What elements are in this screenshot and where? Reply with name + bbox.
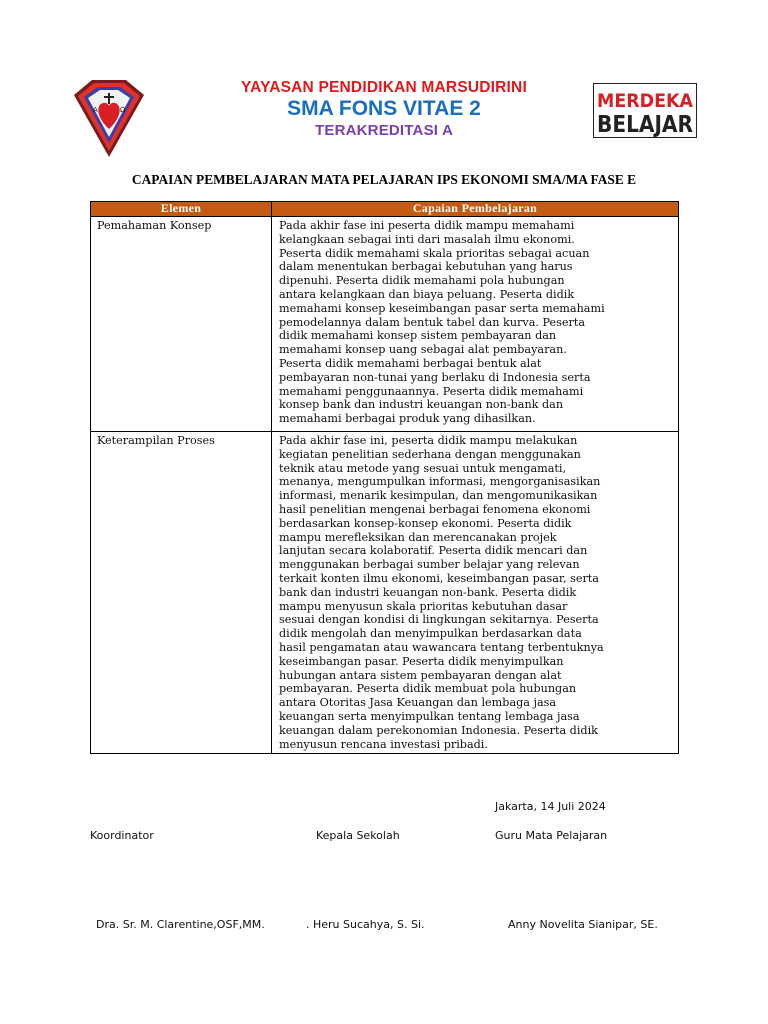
outcome-line: mampu merefleksikan dan merencanakan projek [279,530,557,544]
outcome-line: antara kelangkaan dan biaya peluang. Peserta didik [279,287,575,301]
outcome-line: antara Otoritas Jasa Keuangan dan lembaga jasa [279,696,557,710]
outcome-line: memahami konsep keseimbangan pasar serta memahami [279,301,605,315]
place-date: Jakarta, 14 Juli 2024 [495,800,606,813]
outcome-line: Pada akhir fase ini, peserta didik mampu melakukan [279,434,578,447]
outcome-line: menggunakan berbagai sumber belajar yang relevan [279,558,580,572]
outcome-line: pemodelannya dalam bentuk tabel dan kurva. Peserta [279,315,586,329]
svg-text:A: A [93,106,98,114]
outcome-line: terkait konten ilmu ekonomi, keseimbangan pasar, serta [279,571,599,585]
outcome-line: bank dan industri keuangan non-bank. Peserta didik [279,585,577,599]
outcome-line: memahami penggunaannya. Peserta didik memahami [279,384,584,398]
outcome-line: hasil penelitian mengenai berbagai fenomena ekonomi [279,502,591,516]
outcome-line: keuangan dalam perekonomian Indonesia. Peserta didik [279,723,598,737]
table-row [91,432,679,754]
document-title: CAPAIAN PEMBELAJARAN MATA PELAJARAN IPS EKONOMI SMA/MA FASE E [131,172,637,187]
badge-line-2: BELAJAR [597,112,694,138]
outcome-line: dipenuhi. Peserta didik memahami pola hubungan [279,274,565,288]
school-name: SMA FONS VITAE 2 [287,97,481,120]
outcome-line: keseimbangan pasar. Peserta didik menyimpulkan [279,654,564,668]
element-cell: Keterampilan Proses [91,432,272,754]
outcome-line: menanya, mengumpulkan informasi, mengorganisasikan [279,475,601,489]
coordinator-name: Dra. Sr. M. Clarentine,OSF,MM. [96,918,265,931]
coordinator-role: Koordinator [90,829,154,842]
badge-line-1: MERDEKA [597,90,694,112]
outcome-line: informasi, menarik kesimpulan, dan mengomunikasikan [279,489,598,503]
table-header-row [91,202,679,217]
outcome-line: kelangkaan sebagai inti dari masalah ilmu ekonomi. [279,232,575,246]
column-header-element: Elemen [91,202,272,217]
accreditation-label: TERAKREDITASI A [315,122,453,139]
outcome-line: Pada akhir fase ini peserta didik mampu memahami [279,219,575,232]
learning-outcomes-table [90,201,679,754]
outcome-line: didik memahami konsep sistem pembayaran dan [279,329,557,343]
outcome-cell [272,217,679,432]
outcome-line: hubungan antara sistem pembayaran dengan alat [279,668,562,682]
teacher-role: Guru Mata Pelajaran [495,829,608,842]
outcome-cell [272,432,679,754]
outcome-line: lanjutan secara kolaboratif. Peserta didik mencari dan [279,544,588,558]
outcome-line: teknik atau metode yang sesuai untuk mengamati, [279,461,567,475]
table-row [91,217,679,432]
outcome-line: Peserta didik memahami skala prioritas sebagai acuan [279,246,590,260]
outcome-line: menyusun rencana investasi pribadi. [279,737,488,751]
outcome-line: Peserta didik memahami berbagai bentuk alat [279,356,542,370]
outcome-line: pembayaran non-tunai yang berlaku di Indonesia serta [279,370,591,384]
principal-name: . Heru Sucahya, S. Si. [306,918,425,931]
teacher-name: Anny Novelita Sianipar, SE. [508,918,658,931]
outcome-line: berdasarkan konsep-konsep ekonomi. Peserta didik [279,516,572,530]
principal-role: Kepala Sekolah [316,829,400,842]
merdeka-belajar-badge [593,83,697,138]
foundation-name: YAYASAN PENDIDIKAN MARSUDIRINI [241,79,527,96]
element-cell: Pemahaman Konsep [91,217,272,432]
column-header-outcome: Capaian Pembelajaran [272,202,679,217]
outcome-line: sesuai dengan kondisi di lingkungan sekitarnya. Peserta [279,613,599,627]
outcome-line: mampu menyusun skala prioritas kebutuhan dasar [279,599,568,613]
outcome-line: memahami berbagai produk yang dihasilkan. [279,412,536,426]
svg-text:Ω: Ω [120,106,126,114]
outcome-line: konsep bank dan industri keuangan non-bank dan [279,398,564,412]
outcome-line: dalam menentukan berbagai kebutuhan yang harus [279,260,573,274]
outcome-line: hasil pengamatan atau wawancara tentang terbentuknya [279,640,604,654]
outcome-line: kegiatan penelitian sederhana dengan menggunakan [279,447,581,461]
outcome-line: memahami konsep uang sebagai alat pembayaran. [279,343,567,357]
outcome-line: didik mengolah dan menyimpulkan berdasarkan data [279,627,582,641]
outcome-line: keuangan serta menyimpulkan tentang lembaga jasa [279,709,580,723]
outcome-line: pembayaran. Peserta didik membuat pola hubungan [279,682,577,696]
